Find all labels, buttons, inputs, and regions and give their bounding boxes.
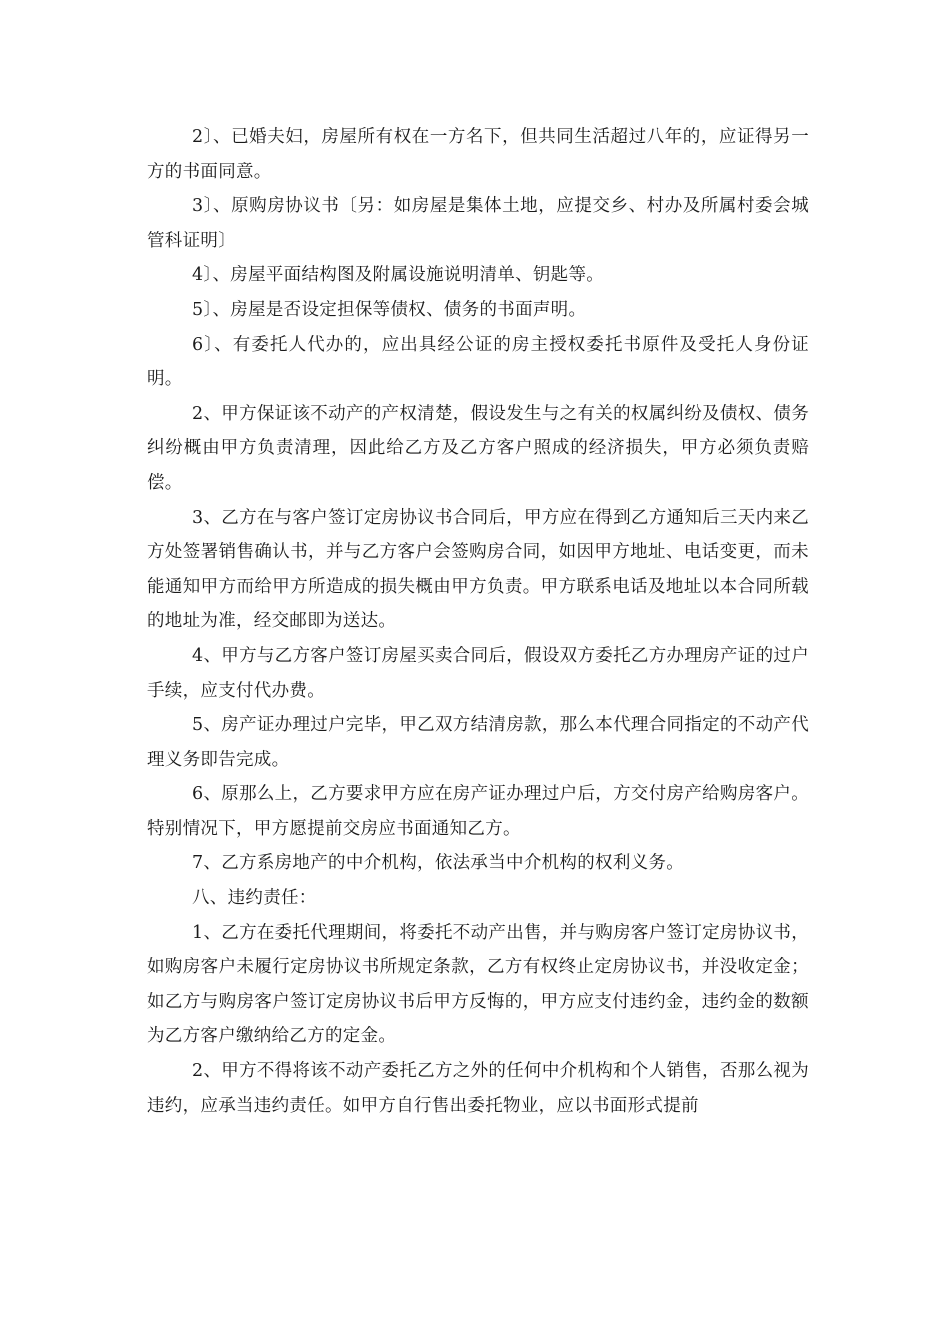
paragraph: 6、原那么上，乙方要求甲方应在房产证办理过户后，方交付房产给购房客户。特别情况下，甲方愿提前交房应书面通知乙方。 bbox=[147, 784, 809, 839]
paragraph: 1、乙方在委托代理期间，将委托不动产出售，并与购房客户签订定房协议书，如购房客户未履行定房协议书所规定条款，乙方有权终止定房协议书，并没收定金；如乙方与购房客户签订定房协议书后甲方反悔的，甲方应支付违约金，违约金的数额为乙方客户缴纳给乙方的定金。 bbox=[147, 922, 809, 1047]
paragraph: 5、房产证办理过户完毕，甲乙双方结清房款，那么本代理合同指定的不动产代理义务即告完成。 bbox=[147, 715, 809, 770]
section-heading: 八、违约责任： bbox=[192, 888, 317, 909]
paragraph: 3、乙方在与客户签订定房协议书合同后，甲方应在得到乙方通知后三天内来乙方处签署销售确认书，并与乙方客户会签购房合同，如因甲方地址、电话变更，而未能通知甲方而给甲方所造成的损失概由甲方负责。甲方联系电话及地址以本合同所载的地址为准，经交邮即为送达。 bbox=[147, 507, 809, 632]
paragraph: 2、甲方保证该不动产的产权清楚，假设发生与之有关的权属纠纷及债权、债务纠纷概由甲方负责清理，因此给乙方及乙方客户照成的经济损失，甲方必须负责赔偿。 bbox=[147, 403, 809, 493]
paragraph: 2、甲方不得将该不动产委托乙方之外的任何中介机构和个人销售，否那么视为违约，应承当违约责任。如甲方自行售出委托物业，应以书面形式提前 bbox=[147, 1061, 809, 1116]
paragraph: 6〕、有委托人代办的，应出具经公证的房主授权委托书原件及受托人身份证明。 bbox=[147, 334, 809, 390]
paragraph: 3〕、原购房协议书〔另：如房屋是集体土地，应提交乡、村办及所属村委会城管科证明〕 bbox=[147, 196, 809, 251]
document-body bbox=[147, 120, 809, 1123]
paragraph: 4、甲方与乙方客户签订房屋买卖合同后，假设双方委托乙方办理房产证的过户手续，应支付代办费。 bbox=[147, 645, 809, 701]
paragraph: 7、乙方系房地产的中介机构，依法承当中介机构的权利义务。 bbox=[192, 853, 685, 874]
paragraph: 2〕、已婚夫妇，房屋所有权在一方名下，但共同生活超过八年的，应证得另一方的书面同意。 bbox=[147, 127, 809, 182]
paragraph: 4〕、房屋平面结构图及附属设施说明清单、钥匙等。 bbox=[192, 265, 605, 286]
paragraph: 5〕、房屋是否设定担保等债权、债务的书面声明。 bbox=[192, 299, 587, 320]
